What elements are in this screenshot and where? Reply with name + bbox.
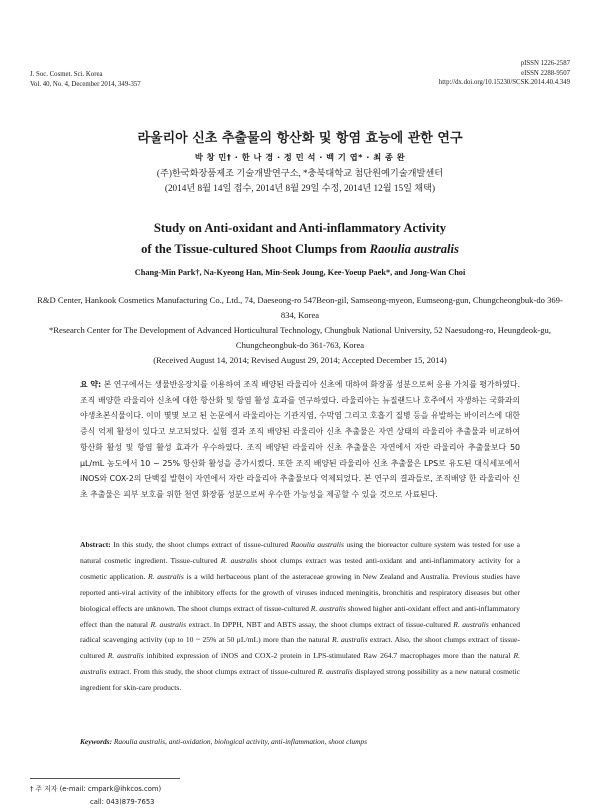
journal-volume: Vol. 40, No. 4, December 2014, 349-357	[30, 80, 141, 88]
english-affiliation-block	[0, 293, 600, 368]
english-dates: (Received August 14, 2014; Revised August 29, 2014; Accepted December 15, 2014)	[153, 355, 447, 365]
english-abstract-text: In this study, the shoot clumps extract of tissue-cultured Raoulia australis using the bioreactor culture system was tested for use a natural cosmetic ingredient. Tissue-cultured R. australis shoot clumps extract was tested anti-oxidant and anti-inflammatory activity for a cosmetic application. R. australis is a wild herbaceous plant of the asteraceae growing in New Zealand and Australia. Previous studies have reported anti-viral activity of the inhibitory effects for the growth of viruses induced meningitis, bronchitis and respiratory diseases but other biological effects are unknown. The shoot clumps extract of tissue-cultured R. australis showed higher anti-oxidant effect and anti-inflammatory effect than the natural R. australis extract. In DPPH, NBT and ABTS assay, the shoot clumps extract of tissue-cultured R. australis enhanced radical scavenging activity (up to 10 ~ 25% at 50 μL/mL) more than the natural R. australis extract. Also, the shoot clumps extract of tissue-cultured R. australis inhibited expression of iNOS and COX-2 protein in LPS-stimulated Raw 264.7 macrophages more than the natural R. australis extract. From this study, the shoot clumps extract of tissue-cultured R. australis displayed strong possibility as a new natural cosmetic ingredient for skin-care products.	[80, 540, 521, 693]
korean-abstract-text: 본 연구에서는 생물반응장치를 이용하여 조직 배양된 라울리아 신초에 대하여 화장품 성분으로써 응용 가치를 평가하였다. 조직 배양한 라울리아 신초에 대한 항산화 및 항염 활성 효과를 연구하였다. 라울리아는 뉴질랜드나 호주에서 자생하는 국화과의 야생초본식물이다. 이미 몇몇 보고 된 논문에서 라울리아는 기관지염, 수막염 그리고 호흡기 질병 등을 유발하는 바이러스에 대한 증식 억제 활성이 있다고 보고되었다. 실험 결과 조직 배양된 라울리아 신초 추출물은 자연 상태의 라울리아 추출물과 비교하여 항산화 활성 및 항염 활성 효과가 우수하였다. 조직 배양된 라울리아 신초 추출물은 자연에서 자란 라울리아 추출물보다 50 μL/mL 농도에서 10 ~ 25% 항산화 활성을 증가시켰다. 또한 조직 배양된 라울리아 신초 추출물은 LPS로 유도된 대식세포에서 iNOS와 COX-2의 단백질 발현이 자연에서 자란 라울리아 추출물보다 억제되었다. 본 연구의 결과들로, 조직배양 한 라울리아 신초 추출물은 피부 보호를 위한 천연 화장품 성분으로써 우수한 가능성을 제공할 수 있을 것으로 사료된다.	[80, 380, 520, 499]
footnote	[30, 783, 161, 809]
keywords-label: Keywords:	[80, 737, 113, 746]
pissn: pISSN 1226-2587	[520, 60, 570, 67]
english-title	[0, 218, 600, 260]
korean-dates: (2014년 8월 14일 접수, 2014년 8월 29일 수정, 2014년 12월 15일 채택)	[164, 183, 436, 193]
english-abstract-label: Abstract:	[80, 540, 111, 549]
doi-link[interactable]: http://dx.doi.org/10.15230/SCSK.2014.40.4.349	[438, 79, 570, 87]
korean-abstract	[80, 377, 520, 503]
english-title-line2-text: of the Tissue-cultured Shoot Clumps from	[141, 242, 370, 256]
keywords	[80, 737, 520, 747]
english-title-line2	[0, 239, 600, 260]
affiliation-2: *Research Center for The Development of Advanced Horticultural Technology, Chungbuk National University, 52 Naesudong-ro, Heungdeok-gu, Chungcheongbuk-do 361-763, Korea	[48, 325, 551, 350]
korean-authors: 박 창 민† · 한 나 경 · 정 민 석 · 백 기 엽* · 최 종 완	[194, 152, 406, 162]
journal-header-left	[30, 70, 141, 89]
english-title-species: Raoulia australis	[369, 242, 459, 256]
korean-title: 라울리아 신초 추출물의 항산화 및 항염 효능에 관한 연구	[137, 131, 463, 146]
english-abstract	[80, 537, 520, 696]
english-authors: Chang-Min Park†, Na-Kyeong Han, Min-Seok Joung, Kee-Yoeup Paek*, and Jong-Wan Choi	[134, 268, 466, 277]
keywords-text: Raoulia australis, anti-oxidation, biological activity, anti-inflammation, shoot clumps	[113, 737, 368, 746]
footnote-author: † 주 저자 (e-mail: cmpark@ihkcos.com)	[30, 785, 162, 793]
footnote-phone: call: 043)879-7653	[90, 798, 155, 806]
eissn: eISSN 2288-9507	[521, 69, 570, 77]
korean-affiliation: (주)한국화장품제조 기술개발연구소, *충북대학교 첨단원예기술개발센터	[156, 168, 444, 178]
journal-name: J. Soc. Cosmet. Sci. Korea	[30, 71, 103, 78]
footnote-divider	[30, 778, 180, 779]
english-title-line1: Study on Anti-oxidant and Anti-inflammatory Activity	[153, 221, 447, 235]
journal-header-right	[439, 59, 570, 88]
korean-abstract-label: 요 약:	[80, 380, 102, 389]
korean-affiliation-block	[0, 166, 600, 196]
affiliation-1: R&D Center, Hankook Cosmetics Manufacturing Co., Ltd., 74, Daeseong-ro 547Beon-gil, Samseong-myeon, Eumseong-gun, Chungcheongbuk-do 369-834, Korea	[37, 295, 563, 320]
